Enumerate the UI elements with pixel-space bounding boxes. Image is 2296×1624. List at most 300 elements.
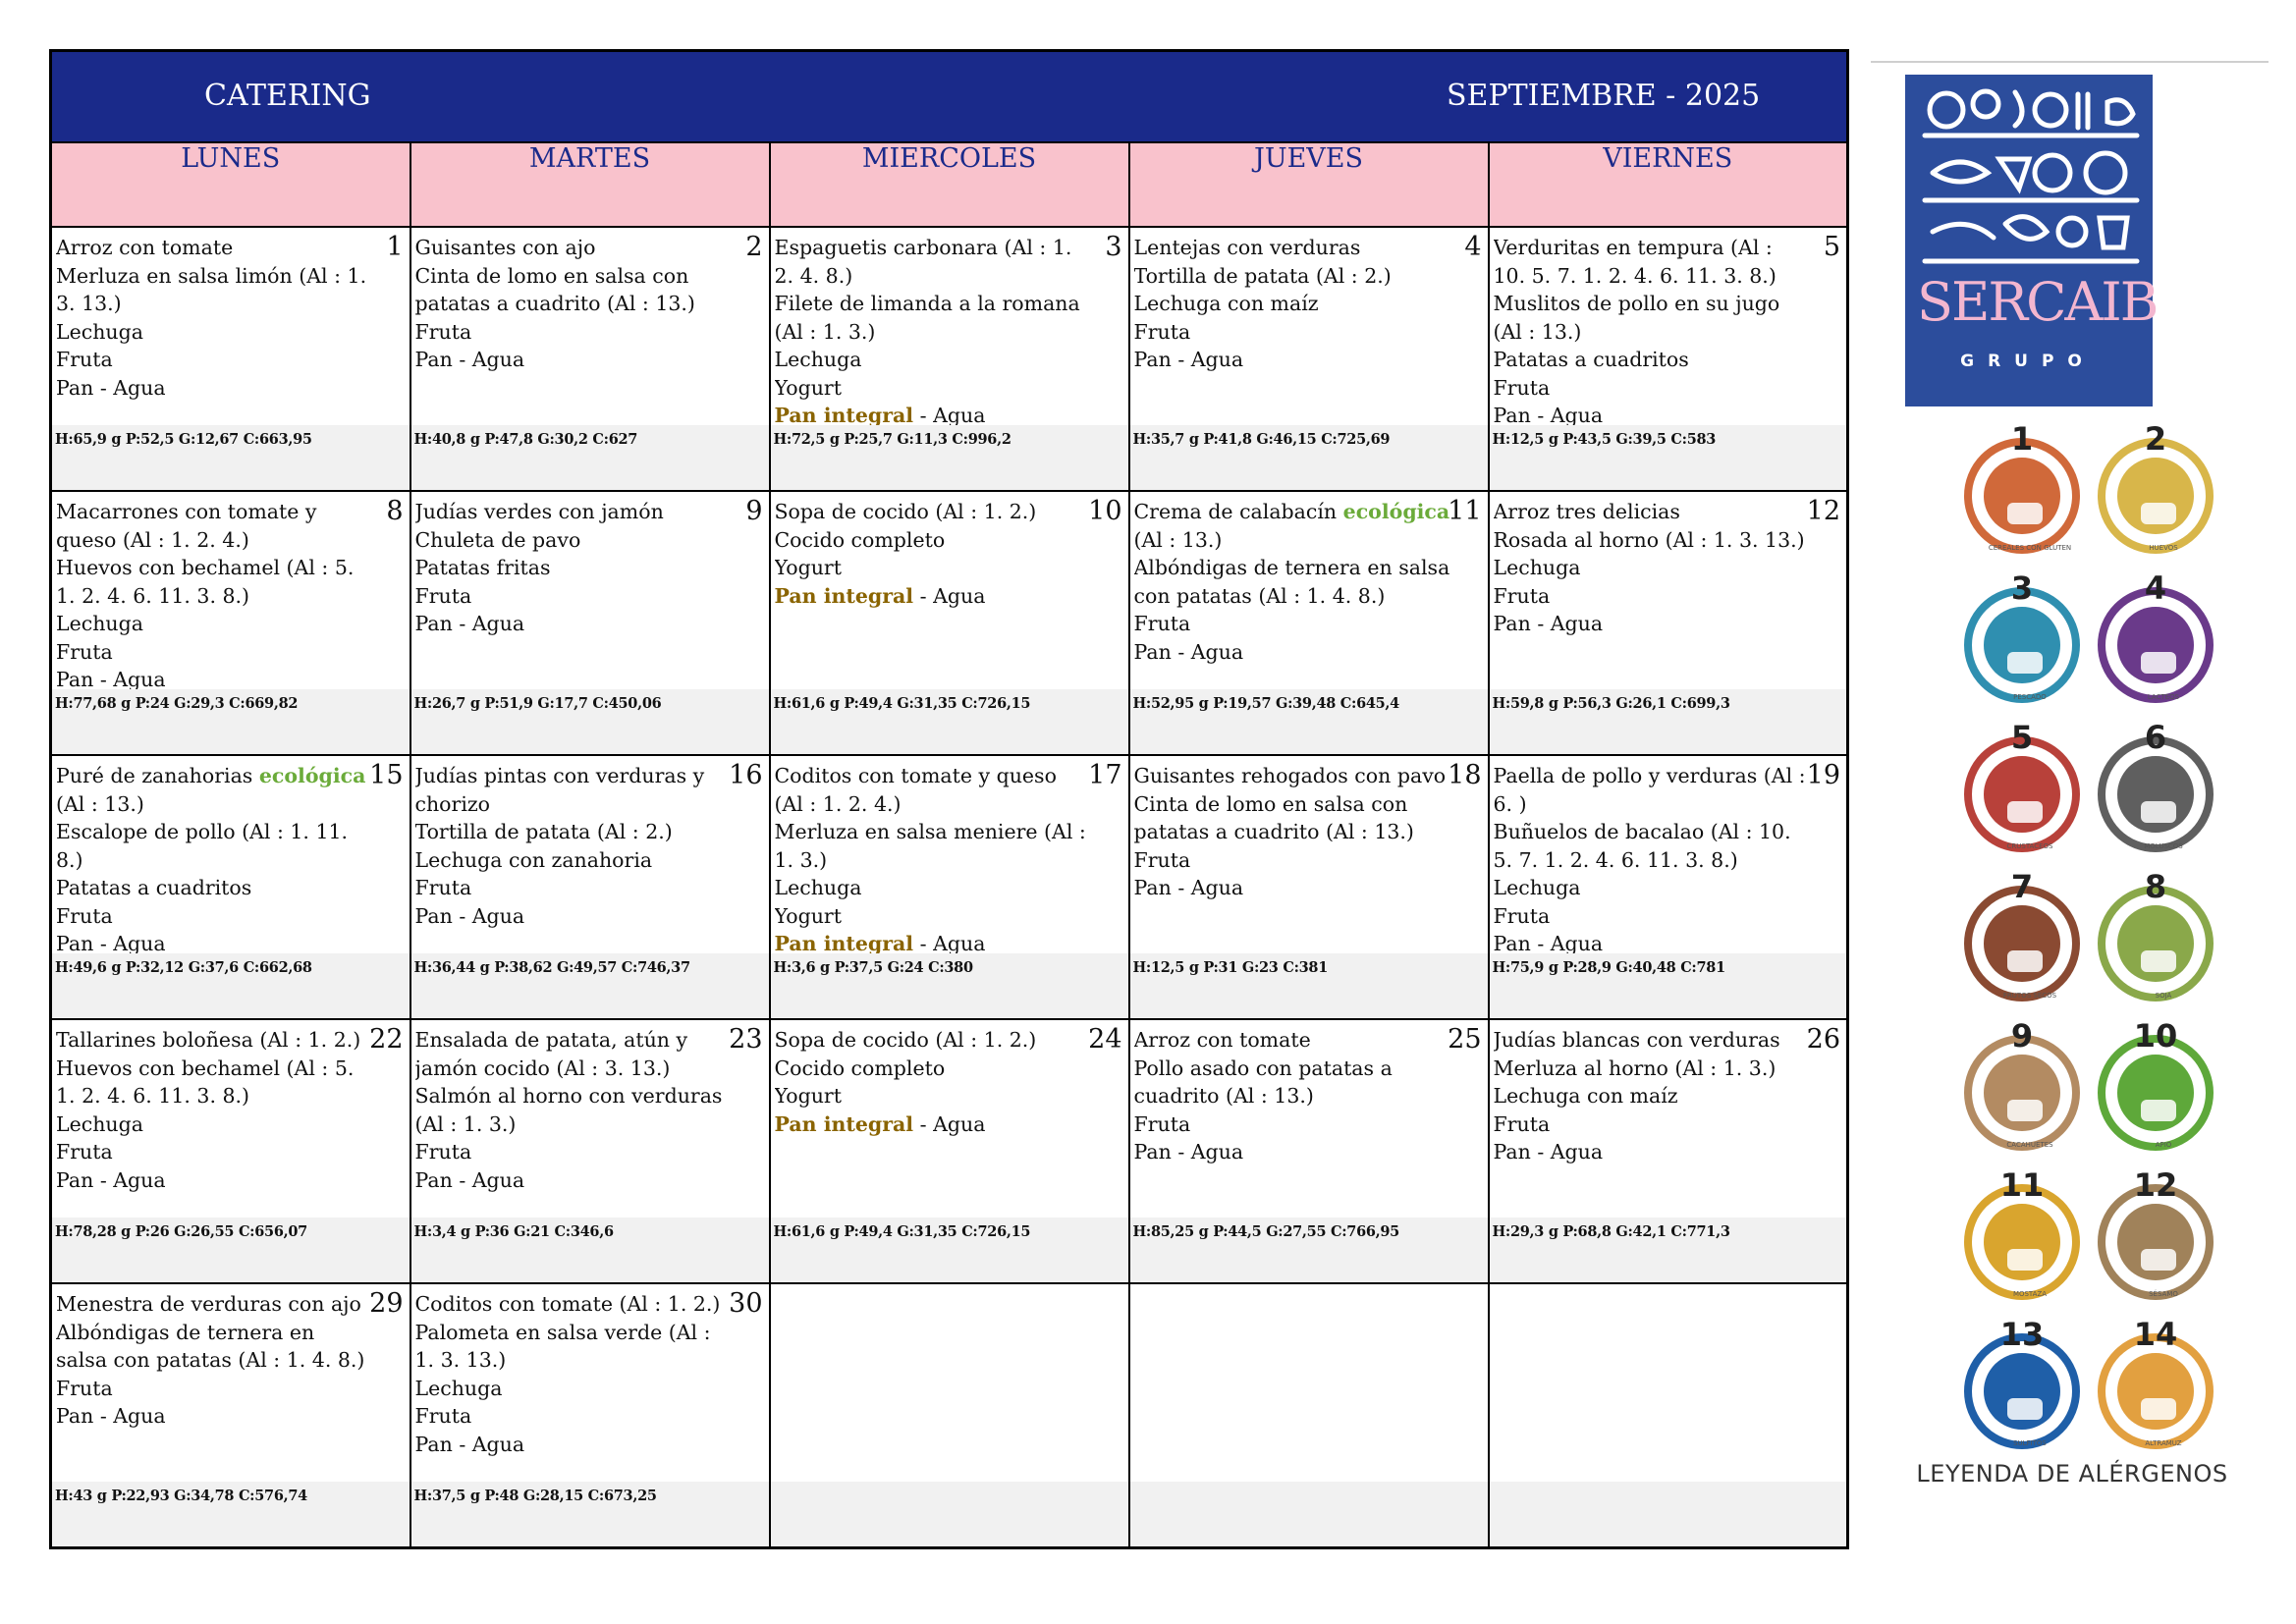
day-cell (1129, 491, 1489, 755)
nutrition-strip (1490, 1482, 1847, 1546)
day-cell (770, 491, 1129, 755)
day-cell (410, 227, 770, 491)
dish-item (56, 1110, 372, 1139)
dish-item (56, 1290, 372, 1319)
dish-item (56, 638, 372, 667)
dish-text: Pan - Agua (1133, 876, 1244, 899)
dish-text: Judías blancas con verduras (1493, 1028, 1780, 1052)
dish-text: Lechuga (1493, 556, 1581, 579)
dish-item (56, 1375, 372, 1403)
week-row (51, 227, 1848, 491)
day-cell (51, 227, 410, 491)
allergen-number: 14 (2133, 1316, 2178, 1353)
allergen-inner-circle (1984, 1353, 2060, 1430)
dish-text: Fruta (1493, 375, 1551, 400)
allergen-inner-circle (2117, 458, 2194, 534)
day-number: 11 (1448, 496, 1482, 526)
dish-item (1494, 1026, 1810, 1055)
logo-food-drawing (1905, 75, 2153, 271)
allergen-inner-circle (1984, 756, 2060, 833)
nutrition-info: H:52,95 g P:19,57 G:39,48 C:645,4 (1130, 689, 1488, 754)
dish-item (415, 262, 732, 318)
sesame-icon (2141, 1249, 2176, 1271)
dish-item (775, 902, 1091, 931)
dish-text: Fruta (414, 319, 472, 344)
dish-text: Pan - Agua (414, 903, 525, 928)
dish-item (775, 1026, 1091, 1055)
dish-item (775, 498, 1091, 526)
dish-list (56, 762, 372, 953)
dish-item (415, 346, 732, 374)
dish-text: Lentejas con verduras (1133, 236, 1361, 259)
week-row (51, 1283, 1848, 1548)
dish-text: Fruta (56, 903, 113, 928)
dish-item (415, 318, 732, 347)
dish-item (415, 1166, 732, 1195)
allergen-badge (2094, 868, 2217, 1011)
header-catering-label: CATERING (204, 79, 371, 113)
dish-item (415, 1026, 732, 1082)
dish-text: Guisantes con ajo (414, 236, 596, 259)
nutrition-info: H:65,9 g P:52,5 G:12,67 C:663,95 (52, 425, 410, 490)
allergen-number: 8 (2144, 868, 2167, 905)
dish-text: Lechuga (414, 1376, 503, 1400)
nut-icon (2007, 950, 2043, 972)
dish-item (1494, 762, 1810, 818)
dish-text: Yogurt (774, 375, 842, 400)
allergen-badge (1960, 868, 2084, 1011)
dish-text: Pan - Agua (414, 1432, 525, 1456)
allergen-number: 6 (2144, 719, 2167, 756)
dish-text: Fruta (414, 1404, 472, 1428)
dish-text: Tallarines boloñesa (Al : 1. 2.) (56, 1028, 361, 1052)
day-cell (410, 1019, 770, 1283)
dish-item (1494, 582, 1810, 611)
dish-text: - Agua (913, 404, 986, 425)
eco-label: ecológica (258, 764, 366, 787)
dish-list (415, 1026, 732, 1218)
dish-list (1134, 762, 1450, 953)
dish-list (775, 234, 1091, 425)
day-number: 26 (1806, 1024, 1841, 1055)
shrimp-icon (2007, 801, 2043, 823)
dish-text: Fruta (414, 583, 472, 608)
allergen-badge (1960, 1017, 2084, 1161)
integral-bread-label: Pan integral (774, 1111, 914, 1136)
dish-item (415, 1375, 732, 1403)
dish-text: Lechuga con zanahoria (414, 847, 653, 872)
dish-item (415, 874, 732, 902)
nutrition-strip (771, 1482, 1128, 1546)
dish-item (1494, 930, 1810, 953)
day-number: 19 (1806, 760, 1841, 790)
day-number: 3 (1105, 232, 1122, 262)
dish-text: Rosada al horno (Al : 1. 3. 13.) (1493, 527, 1805, 552)
allergen-number: 12 (2133, 1166, 2178, 1204)
dish-text: Fruta (56, 1376, 113, 1400)
dish-item (1494, 818, 1810, 874)
allergen-label: SOJA (2155, 992, 2172, 1000)
dish-item (775, 234, 1091, 290)
dish-item (415, 554, 732, 582)
dish-item (415, 1138, 732, 1166)
allergen-inner-circle (1984, 607, 2060, 683)
dish-item (1494, 1110, 1810, 1139)
dish-item (1494, 1082, 1810, 1110)
weekday-header: LUNES (51, 142, 410, 227)
dish-text: Lechuga (56, 612, 143, 635)
dish-item (1134, 874, 1450, 902)
dish-text: Lechuga con maíz (1493, 1084, 1678, 1108)
dish-item (56, 554, 372, 610)
dish-item (56, 1319, 372, 1375)
dish-text: Cocido completo (774, 1056, 946, 1080)
dish-text: Patatas a cuadritos (1493, 348, 1689, 371)
dish-text: (Al : 13.) (1133, 527, 1223, 552)
allergen-label: CRUSTACEOS (2006, 842, 2053, 850)
allergen-number: 11 (1999, 1166, 2045, 1204)
dish-text: - Agua (913, 932, 986, 953)
dish-item (1134, 790, 1450, 846)
allergen-number: 5 (2010, 719, 2034, 756)
allergen-inner-circle (1984, 458, 2060, 534)
allergen-badge (1960, 1166, 2084, 1310)
allergen-label: FRUTOS SECOS (2002, 992, 2057, 1000)
mustard-icon (2007, 1249, 2043, 1271)
dish-item (56, 346, 372, 374)
dish-text: Judías verdes con jamón (414, 500, 664, 523)
dish-text: Muslitos de pollo en su jugo (Al : 13.) (1493, 292, 1780, 344)
weekday-header-row (51, 142, 1848, 227)
day-cell (51, 1283, 410, 1548)
week-row (51, 1019, 1848, 1283)
dish-item (1494, 1138, 1810, 1166)
dish-item (415, 762, 732, 818)
dish-text: Fruta (1133, 319, 1191, 344)
day-number: 25 (1448, 1024, 1482, 1055)
day-cell (410, 1283, 770, 1548)
nutrition-info: H:85,25 g P:44,5 G:27,55 C:766,95 (1130, 1218, 1488, 1282)
dish-text: Fruta (414, 876, 472, 899)
allergen-label: SULFITOS (2013, 1439, 2047, 1447)
dish-text: Filete de limanda a la romana (Al : 1. 3.) (774, 292, 1080, 344)
weekday-header: VIERNES (1489, 142, 1848, 227)
day-cell (1129, 755, 1489, 1019)
allergen-inner-circle (2117, 1353, 2194, 1430)
dish-text: Pan - Agua (1133, 348, 1244, 371)
dish-text: Fruta (1493, 903, 1551, 928)
dish-item (775, 1082, 1091, 1110)
weekday-header: JUEVES (1129, 142, 1489, 227)
dish-item (56, 374, 372, 403)
dish-item (1494, 290, 1810, 346)
allergen-inner-circle (2117, 607, 2194, 683)
allergen-number: 3 (2010, 569, 2034, 607)
dish-text: Merluza en salsa meniere (Al : 1. 3.) (774, 820, 1086, 872)
lupin-icon (2141, 1398, 2176, 1420)
allergen-number: 2 (2144, 420, 2167, 458)
dish-text: Yogurt (774, 1084, 842, 1108)
allergen-inner-circle (1984, 1055, 2060, 1131)
dish-item (1134, 234, 1450, 262)
celery-icon (2141, 1100, 2176, 1121)
dish-list (415, 234, 732, 425)
fish-icon (2007, 652, 2043, 674)
allergen-number: 7 (2010, 868, 2034, 905)
day-cell (51, 755, 410, 1019)
allergen-inner-circle (1984, 905, 2060, 982)
dish-text: Sopa de cocido (Al : 1. 2.) (774, 500, 1037, 523)
dish-item (1134, 346, 1450, 374)
empty-day-cell (770, 1283, 1129, 1548)
dish-text: Fruta (56, 1140, 113, 1164)
dish-text: Arroz con tomate (1133, 1028, 1311, 1052)
day-number: 8 (386, 496, 404, 526)
dish-item (1134, 1110, 1450, 1139)
dish-list (775, 1026, 1091, 1218)
day-cell (1489, 491, 1848, 755)
nutrition-info: H:35,7 g P:41,8 G:46,15 C:725,69 (1130, 425, 1488, 490)
dish-item (56, 666, 372, 689)
dish-item (775, 818, 1091, 874)
shell-icon (2141, 801, 2176, 823)
dish-text: - Agua (913, 583, 986, 608)
allergen-inner-circle (2117, 1055, 2194, 1131)
dish-item (1494, 554, 1810, 582)
allergen-label: APIO (2155, 1141, 2172, 1149)
allergen-inner-circle (2117, 905, 2194, 982)
allergen-label: ALTRAMUZ (2145, 1439, 2182, 1447)
dish-text: Salmón al horno con verduras (Al : 1. 3.) (414, 1084, 723, 1136)
allergen-number: 4 (2144, 569, 2167, 607)
dish-list (415, 498, 732, 689)
nutrition-info: H:37,5 g P:48 G:28,15 C:673,25 (411, 1482, 769, 1546)
allergen-number: 10 (2133, 1017, 2178, 1055)
dish-item (415, 1402, 732, 1431)
day-number: 17 (1088, 760, 1122, 790)
dish-text: Paella de pollo y verduras (Al : 6. ) (1493, 764, 1806, 816)
dish-text: Verduritas en tempura (Al : 10. 5. 7. 1. 2. 4. 6. 11. 3. 8.) (1493, 236, 1777, 288)
day-cell (1129, 1019, 1489, 1283)
day-cell (1129, 227, 1489, 491)
dish-item (1494, 526, 1810, 555)
day-number: 2 (745, 232, 763, 262)
dish-text: Pan - Agua (1493, 612, 1604, 635)
dish-item (415, 1290, 732, 1319)
integral-bread-label: Pan integral (774, 932, 914, 953)
dish-item (56, 498, 372, 554)
dish-item (56, 1026, 372, 1055)
peanut-icon (2007, 1100, 2043, 1121)
dish-list (56, 498, 372, 689)
dish-item (775, 290, 1091, 346)
day-cell (410, 755, 770, 1019)
dish-text: Lechuga (774, 876, 862, 899)
dish-list (56, 234, 372, 425)
dish-text: Fruta (1493, 583, 1551, 608)
dish-item (56, 874, 372, 902)
dish-item (56, 762, 372, 818)
dish-text: Menestra de verduras con ajo (56, 1292, 361, 1316)
dish-text: Albóndigas de ternera en salsa con patatas (Al : 1. 4. 8.) (1133, 556, 1450, 608)
wheat-icon (2007, 503, 2043, 524)
dish-item (415, 1319, 732, 1375)
eco-label: ecológica (1342, 500, 1450, 523)
dish-text: Macarrones con tomate y queso (Al : 1. 2. 4.) (56, 500, 317, 552)
dish-text: Buñuelos de bacalao (Al : 10. 5. 7. 1. 2. 4. 6. 11. 3. 8.) (1493, 820, 1791, 872)
nutrition-info: H:59,8 g P:56,3 G:26,1 C:699,3 (1490, 689, 1847, 754)
day-number: 15 (369, 760, 404, 790)
day-number: 10 (1088, 496, 1122, 526)
dish-text: Espaguetis carbonara (Al : 1. 2. 4. 8.) (774, 236, 1072, 288)
day-number: 5 (1823, 232, 1841, 262)
allergen-badge (1960, 569, 2084, 713)
dish-text: Albóndigas de ternera en salsa con patatas (Al : 1. 4. 8.) (56, 1320, 365, 1372)
dish-item (1494, 874, 1810, 902)
allergen-number: 1 (2010, 420, 2034, 458)
nutrition-info: H:75,9 g P:28,9 G:40,48 C:781 (1490, 953, 1847, 1018)
weekday-header: MIERCOLES (770, 142, 1129, 227)
dish-list (1134, 498, 1450, 689)
dish-list (56, 1026, 372, 1218)
dish-item (775, 762, 1091, 818)
allergen-badge (2094, 1166, 2217, 1310)
egg-icon (2141, 503, 2176, 524)
nutrition-info: H:72,5 g P:25,7 G:11,3 C:996,2 (771, 425, 1128, 490)
dish-text: Pan - Agua (56, 1404, 166, 1428)
day-cell (51, 491, 410, 755)
day-cell (51, 1019, 410, 1283)
dish-item (415, 526, 732, 555)
dish-item (1134, 290, 1450, 318)
weeks-body (51, 227, 1848, 1548)
dish-text: Fruta (1493, 1111, 1551, 1136)
dish-text: Fruta (1133, 1111, 1191, 1136)
day-number: 16 (729, 760, 763, 790)
header-bar (51, 51, 1848, 143)
nutrition-info: H:12,5 g P:31 G:23 C:381 (1130, 953, 1488, 1018)
dish-item (1494, 902, 1810, 931)
nutrition-info: H:77,68 g P:24 G:29,3 C:669,82 (52, 689, 410, 754)
dish-text: Tortilla de patata (Al : 2.) (1133, 263, 1392, 288)
dish-list (415, 1290, 732, 1482)
dish-list (1494, 498, 1810, 689)
dish-text: Huevos con bechamel (Al : 5. 1. 2. 4. 6. 11. 3. 8.) (56, 556, 355, 608)
day-cell (1489, 1019, 1848, 1283)
dish-text: Pan - Agua (1133, 1140, 1244, 1164)
dish-item (775, 874, 1091, 902)
allergen-number: 13 (1999, 1316, 2045, 1353)
dish-item (1494, 402, 1810, 425)
divider-line (1871, 61, 2269, 63)
dish-item (775, 346, 1091, 374)
dish-item (1134, 498, 1450, 554)
logo-sub-text: GRUPO (1960, 352, 2096, 371)
dish-list (775, 762, 1091, 953)
dish-item (1494, 234, 1810, 290)
nutrition-info: H:36,44 g P:38,62 G:49,57 C:746,37 (411, 953, 769, 1018)
dish-item (56, 234, 372, 262)
sulphite-icon (2007, 1398, 2043, 1420)
dish-text: Huevos con bechamel (Al : 5. 1. 2. 4. 6. 11. 3. 8.) (56, 1056, 355, 1108)
dish-item (1494, 610, 1810, 638)
header-month-label: SEPTIEMBRE - 2025 (1447, 79, 1761, 113)
dish-item (1494, 1055, 1810, 1083)
allergen-badge (1960, 719, 2084, 862)
day-number: 22 (369, 1024, 404, 1055)
dish-text: Arroz tres delicias (1493, 500, 1680, 523)
dish-text: Fruta (1133, 847, 1191, 872)
dish-text: Coditos con tomate y queso (Al : 1. 2. 4.) (774, 764, 1057, 816)
allergen-label: CACAHUETES (2006, 1141, 2053, 1149)
dish-text: Patatas a cuadritos (56, 876, 252, 899)
dish-text: Cocido completo (774, 527, 946, 552)
dish-list (415, 762, 732, 953)
dish-text: Fruta (56, 348, 113, 371)
dish-item (775, 1110, 1091, 1139)
dish-text: Chuleta de pavo (414, 527, 581, 552)
day-number: 29 (369, 1288, 404, 1319)
dish-item (56, 902, 372, 931)
day-number: 1 (386, 232, 404, 262)
day-number: 12 (1806, 496, 1841, 526)
nutrition-strip (1130, 1482, 1488, 1546)
day-cell (410, 491, 770, 755)
allergen-label: MOSTAZA (2012, 1290, 2048, 1298)
dish-text: Crema de calabacín (1133, 500, 1343, 523)
dish-text: Pollo asado con patatas a cuadrito (Al : 13.) (1133, 1056, 1393, 1108)
dish-item (56, 1402, 372, 1431)
week-row (51, 755, 1848, 1019)
dish-text: Pan - Agua (56, 375, 166, 400)
day-cell (770, 227, 1129, 491)
dish-text: (Al : 13.) (56, 791, 144, 816)
allergen-inner-circle (1984, 1204, 2060, 1280)
dish-text: Ensalada de patata, atún y jamón cocido (Al : 3. 13.) (414, 1028, 688, 1080)
dish-item (1134, 762, 1450, 790)
dish-text: Tortilla de patata (Al : 2.) (414, 820, 673, 843)
nutrition-info: H:26,7 g P:51,9 G:17,7 C:450,06 (411, 689, 769, 754)
dish-item (56, 930, 372, 953)
dish-text: - Agua (913, 1111, 986, 1136)
dish-text: Pan - Agua (56, 1167, 166, 1192)
dish-item (56, 318, 372, 347)
dish-item (1134, 610, 1450, 638)
dish-item (775, 930, 1091, 953)
dish-text: Fruta (414, 1140, 472, 1164)
dish-text: Pan - Agua (56, 932, 166, 953)
allergen-label: PESCADO (2013, 693, 2047, 701)
dish-item (415, 582, 732, 611)
dish-item (1134, 1026, 1450, 1055)
nutrition-info: H:78,28 g P:26 G:26,55 C:656,07 (52, 1218, 410, 1282)
nutrition-info: H:43 g P:22,93 G:34,78 C:576,74 (52, 1482, 410, 1546)
dish-item (56, 610, 372, 638)
allergen-badge (2094, 719, 2217, 862)
dish-item (775, 554, 1091, 582)
dish-item (775, 374, 1091, 403)
dish-item (1134, 318, 1450, 347)
dish-list (1494, 762, 1810, 953)
day-number: 18 (1448, 760, 1482, 790)
dish-text: Pan - Agua (1493, 404, 1604, 425)
dish-item (415, 1431, 732, 1459)
dish-text: Pan - Agua (414, 348, 525, 371)
dish-item (56, 1055, 372, 1110)
dish-item (775, 402, 1091, 425)
menu-calendar (49, 49, 1849, 1549)
dish-text: Pan - Agua (56, 668, 166, 689)
